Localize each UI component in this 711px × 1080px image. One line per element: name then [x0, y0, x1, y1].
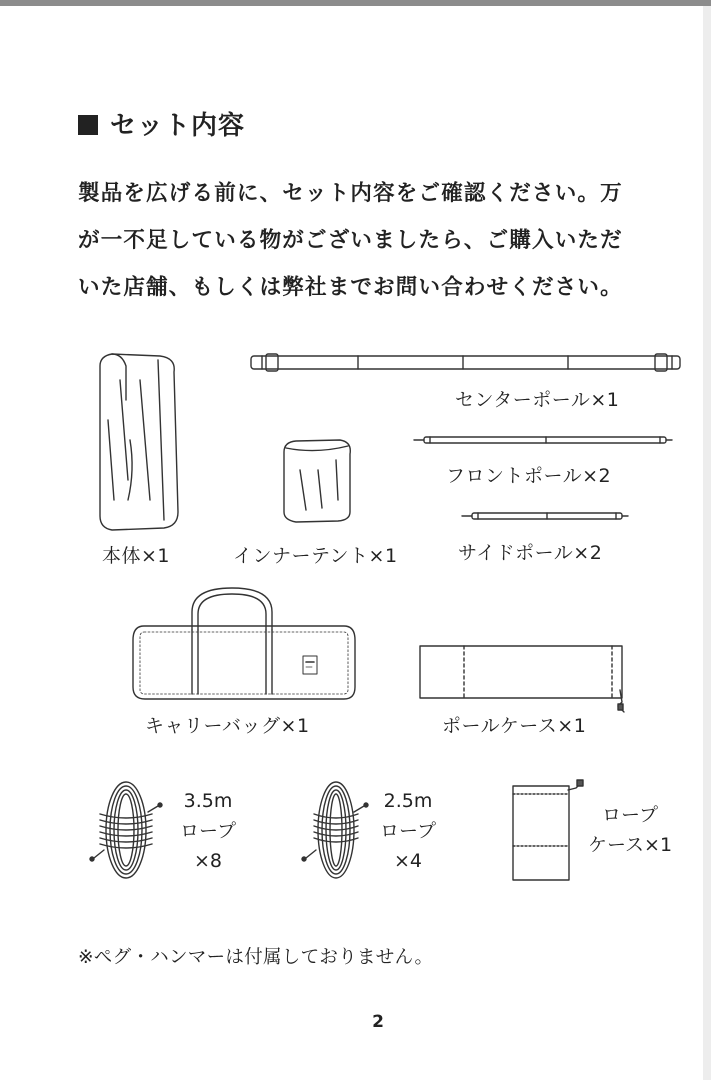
intro-line: いた店舗、もしくは弊社までお問い合わせください。	[78, 275, 623, 300]
tent-body-illustration	[100, 354, 178, 530]
rope-quantity: ×4	[393, 850, 422, 872]
rope-name: ロープ	[379, 820, 437, 842]
intro-line: が一不足している物がございましたら、ご購入いただ	[78, 228, 623, 253]
item-label-center-pole: センターポール×1	[455, 389, 620, 411]
rope-quantity: ×8	[193, 850, 222, 872]
item-label-body: 本体×1	[102, 545, 171, 567]
inner-tent-illustration	[284, 440, 350, 522]
carry-bag-illustration	[133, 588, 355, 699]
rope-2.5m-illustration	[302, 782, 368, 878]
item-label-rope-2.5m	[368, 786, 448, 876]
item-label-side-pole: サイドポール×2	[458, 542, 603, 564]
intro-line: 製品を広げる前に、セット内容をご確認ください。万	[78, 181, 623, 206]
rope-length: 3.5m	[183, 790, 233, 812]
page-number: 2	[372, 1012, 384, 1032]
item-label-rope-case	[575, 800, 685, 860]
center-pole-illustration	[251, 354, 680, 371]
rope-case-illustration	[513, 780, 583, 880]
footnote: ※ペグ・ハンマーは付属しておりません。	[78, 947, 434, 968]
pole-case-illustration	[420, 646, 624, 712]
item-label-carry-bag: キャリーバッグ×1	[145, 715, 310, 737]
item-label-front-pole: フロントポール×2	[446, 465, 612, 487]
front-pole-illustration	[414, 437, 672, 443]
item-label-rope-3.5m	[168, 786, 248, 876]
rope-3.5m-illustration	[90, 782, 162, 878]
heading-title: セット内容	[110, 111, 246, 141]
rope-case-line2: ケース×1	[587, 834, 673, 856]
rope-length: 2.5m	[383, 790, 433, 812]
side-pole-illustration	[462, 513, 628, 519]
item-label-inner-tent: インナーテント×1	[233, 545, 398, 567]
rope-name: ロープ	[179, 820, 237, 842]
item-label-pole-case: ポールケース×1	[442, 715, 587, 737]
rope-case-line1: ロープ	[601, 804, 659, 826]
